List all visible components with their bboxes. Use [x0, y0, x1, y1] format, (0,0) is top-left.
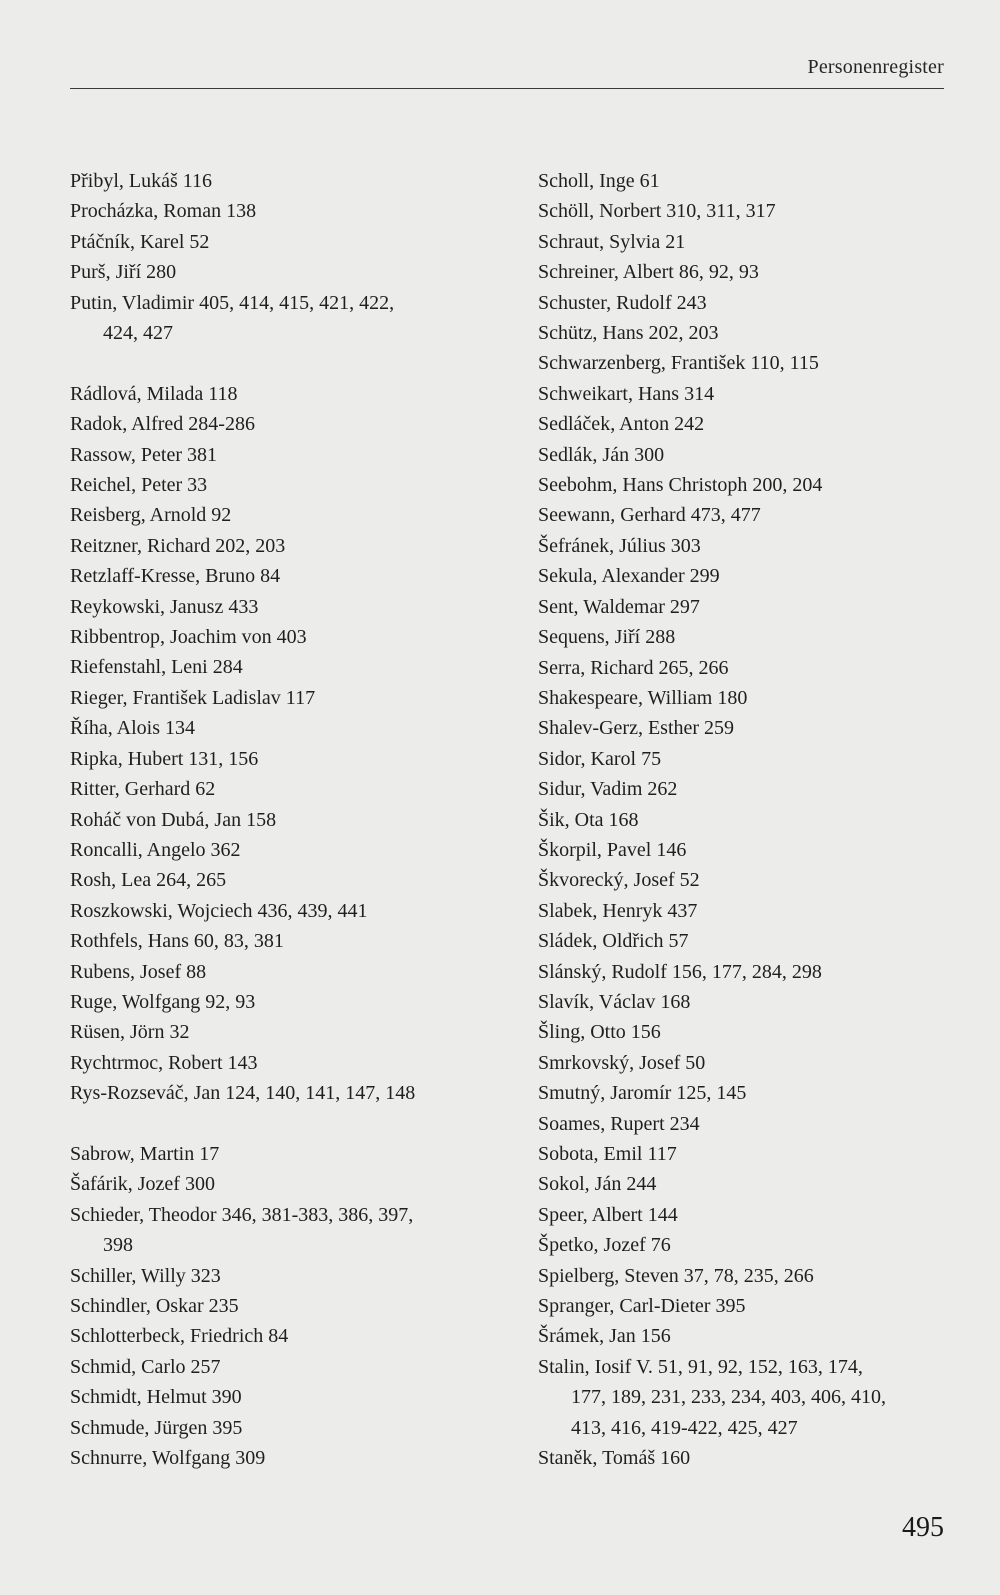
- index-entry: [538, 348, 968, 378]
- index-entry: [70, 926, 500, 956]
- index-entry-text: Rys-Rozseváč, Jan 124, 140, 141, 147, 148: [70, 1082, 416, 1105]
- index-entry-text: Soames, Rupert 234: [538, 1112, 700, 1135]
- index-entry-text: Rüsen, Jörn 32: [70, 1021, 190, 1044]
- index-entry: [70, 744, 500, 774]
- index-entry-text: Retzlaff-Kresse, Bruno 84: [70, 565, 281, 588]
- index-entry: [538, 1291, 968, 1321]
- index-entry: [538, 744, 968, 774]
- index-entry: [538, 1261, 968, 1291]
- index-entry-continuation: 424, 427: [103, 322, 173, 345]
- index-entry: [70, 1017, 500, 1047]
- index-entry-text: Škvorecký, Josef 52: [538, 869, 700, 892]
- index-entry: [70, 470, 500, 500]
- index-entry: [538, 379, 968, 409]
- index-entry: [70, 1382, 500, 1412]
- letter-group-gap: [70, 1109, 500, 1139]
- index-entry-text: Škorpil, Pavel 146: [538, 838, 687, 861]
- index-entry-text: Říha, Alois 134: [70, 717, 196, 740]
- index-entry-text: Schreiner, Albert 86, 92, 93: [538, 261, 759, 284]
- index-entry: [538, 318, 968, 348]
- index-entry: [70, 1200, 500, 1261]
- index-entry: [538, 1443, 968, 1473]
- index-entry-text: Slabek, Henryk 437: [538, 899, 698, 922]
- index-entry: [538, 1109, 968, 1139]
- index-entry-text: Schieder, Theodor 346, 381-383, 386, 397,: [70, 1203, 414, 1226]
- index-entry: [538, 531, 968, 561]
- index-entry: [70, 774, 500, 804]
- index-entry-text: Rychtrmoc, Robert 143: [70, 1051, 258, 1074]
- index-entry-text: Reitzner, Richard 202, 203: [70, 534, 286, 557]
- index-entry-continuation: 177, 189, 231, 233, 234, 403, 406, 410,: [571, 1386, 886, 1409]
- index-entry: [538, 805, 968, 835]
- index-entry-text: Schlotterbeck, Friedrich 84: [70, 1325, 289, 1348]
- index-entry: [538, 1230, 968, 1260]
- index-entry-text: Smrkovský, Josef 50: [538, 1051, 706, 1074]
- index-entry: [538, 440, 968, 470]
- index-entry: [70, 500, 500, 530]
- index-entry: [70, 835, 500, 865]
- index-entry: [538, 865, 968, 895]
- index-entry: [70, 379, 500, 409]
- index-entry-text: Roszkowski, Wojciech 436, 439, 441: [70, 899, 368, 922]
- index-entry: [70, 652, 500, 682]
- index-column-right: [538, 166, 968, 1473]
- index-entry-text: Schwarzenberg, František 110, 115: [538, 352, 819, 375]
- index-entry-text: Slavík, Václav 168: [538, 990, 691, 1013]
- index-entry: [538, 592, 968, 622]
- index-entry-text: Seewann, Gerhard 473, 477: [538, 504, 761, 527]
- index-entry-text: Seebohm, Hans Christoph 200, 204: [538, 474, 823, 497]
- index-entry-text: Ruge, Wolfgang 92, 93: [70, 990, 256, 1013]
- running-head: Personenregister: [807, 56, 944, 78]
- index-entry-text: Stalin, Iosif V. 51, 91, 92, 152, 163, 174,: [538, 1355, 863, 1378]
- index-entry-text: Sládek, Oldřich 57: [538, 930, 689, 953]
- index-entry-text: Schindler, Oskar 235: [70, 1295, 239, 1317]
- index-entry-text: Shalev-Gerz, Esther 259: [538, 717, 735, 740]
- index-entry-text: Roháč von Dubá, Jan 158: [70, 808, 277, 831]
- index-entry-text: Přibyl, Lukáš 116: [70, 170, 213, 192]
- index-entry-text: Rassow, Peter 381: [70, 443, 218, 466]
- index-entry-text: Staněk, Tomáš 160: [538, 1447, 691, 1470]
- index-entry-text: Špetko, Jozef 76: [538, 1234, 671, 1257]
- index-entry: [70, 1139, 500, 1169]
- index-entry-text: Schütz, Hans 202, 203: [538, 322, 719, 345]
- index-entry-text: Slánský, Rudolf 156, 177, 284, 298: [538, 960, 822, 983]
- index-entry-text: Smutný, Jaromír 125, 145: [538, 1082, 747, 1105]
- index-entry: [70, 805, 500, 835]
- index-entry-text: Reichel, Peter 33: [70, 474, 208, 497]
- index-entry: [70, 166, 500, 196]
- index-entry-text: Ritter, Gerhard 62: [70, 778, 216, 801]
- index-entry: [538, 987, 968, 1017]
- index-entry-text: Šrámek, Jan 156: [538, 1325, 671, 1348]
- index-entry: [70, 1321, 500, 1351]
- index-entry: [538, 774, 968, 804]
- index-entry-text: Rubens, Josef 88: [70, 960, 207, 983]
- index-entry: [70, 1291, 500, 1321]
- index-entry-text: Spielberg, Steven 37, 78, 235, 266: [538, 1264, 814, 1287]
- index-column-left: [70, 166, 500, 1473]
- index-entry: [538, 288, 968, 318]
- index-entry: [538, 896, 968, 926]
- index-entry: [538, 713, 968, 743]
- index-entry: [70, 409, 500, 439]
- index-entry-text: Schweikart, Hans 314: [538, 382, 715, 405]
- index-entry-text: Sequens, Jiří 288: [538, 626, 676, 649]
- index-entry: [70, 713, 500, 743]
- index-entry: [70, 987, 500, 1017]
- index-entry-text: Sedláček, Anton 242: [538, 413, 705, 436]
- index-entry-text: Schiller, Willy 323: [70, 1264, 221, 1287]
- index-entry: [538, 653, 968, 683]
- index-entry: [538, 500, 968, 530]
- index-entry-text: Šik, Ota 168: [538, 808, 639, 831]
- index-entry: [538, 1048, 968, 1078]
- index-entry: [70, 622, 500, 652]
- index-entry: [70, 865, 500, 895]
- index-entry-text: Speer, Albert 144: [538, 1203, 678, 1226]
- index-entry: [70, 288, 500, 349]
- index-entry: [70, 1048, 500, 1078]
- index-entry-text: Schmid, Carlo 257: [70, 1355, 221, 1378]
- index-entry-text: Ribbentrop, Joachim von 403: [70, 626, 307, 649]
- index-entry: [70, 257, 500, 287]
- index-entry-text: Reisberg, Arnold 92: [70, 504, 232, 527]
- index-entry: [70, 1261, 500, 1291]
- index-entry-continuation: 413, 416, 419-422, 425, 427: [571, 1416, 798, 1439]
- index-entry: [538, 227, 968, 257]
- index-entry: [70, 561, 500, 591]
- index-entry: [538, 1139, 968, 1169]
- index-entry: [70, 196, 500, 226]
- index-entry: [538, 561, 968, 591]
- index-entry: [70, 1413, 500, 1443]
- index-entry: [70, 531, 500, 561]
- index-entry: [70, 896, 500, 926]
- index-entry: [538, 1200, 968, 1230]
- index-entry: [538, 926, 968, 956]
- index-entry: [538, 1078, 968, 1108]
- index-entry-text: Shakespeare, William 180: [538, 686, 748, 709]
- page-number: 495: [902, 1512, 944, 1543]
- index-entry: [538, 1169, 968, 1199]
- index-entry-text: Schuster, Rudolf 243: [538, 291, 707, 314]
- index-entry: [538, 196, 968, 226]
- index-entry: [70, 1169, 500, 1199]
- index-entry-text: Šefránek, Július 303: [538, 534, 701, 557]
- index-entry-text: Sent, Waldemar 297: [538, 595, 700, 618]
- index-entry-text: Sokol, Ján 244: [538, 1173, 657, 1196]
- index-entry-text: Radok, Alfred 284-286: [70, 413, 255, 436]
- index-entry: [538, 470, 968, 500]
- index-entry-text: Rieger, František Ladislav 117: [70, 686, 316, 709]
- index-entry: [70, 227, 500, 257]
- index-entry-text: Procházka, Roman 138: [70, 200, 257, 223]
- index-entry-text: Reykowski, Janusz 433: [70, 595, 259, 618]
- index-entry-text: Sedlák, Ján 300: [538, 443, 665, 466]
- index-entry-text: Sabrow, Martin 17: [70, 1142, 220, 1165]
- index-entry-text: Sekula, Alexander 299: [538, 565, 720, 588]
- index-entry: [538, 409, 968, 439]
- index-entry-text: Rosh, Lea 264, 265: [70, 869, 227, 892]
- index-entry-text: Schraut, Sylvia 21: [538, 230, 686, 253]
- index-entry-text: Sobota, Emil 117: [538, 1143, 677, 1165]
- index-entry-text: Spranger, Carl-Dieter 395: [538, 1295, 746, 1318]
- index-entry: [70, 1078, 500, 1108]
- index-entry: [538, 957, 968, 987]
- index-entry-text: Sidor, Karol 75: [538, 747, 662, 770]
- index-entry-text: Ptáčník, Karel 52: [70, 230, 210, 253]
- index-entry-text: Riefenstahl, Leni 284: [70, 656, 243, 679]
- index-entry: [538, 1321, 968, 1351]
- index-entry-text: Šling, Otto 156: [538, 1021, 661, 1044]
- index-entry-text: Purš, Jiří 280: [70, 261, 177, 284]
- index-entry-text: Roncalli, Angelo 362: [70, 838, 241, 861]
- index-entry-continuation: 398: [103, 1234, 133, 1257]
- index-entry: [538, 257, 968, 287]
- index-entry-text: Schmidt, Helmut 390: [70, 1386, 242, 1409]
- index-entry-text: Rádlová, Milada 118: [70, 382, 238, 405]
- index-entry: [70, 957, 500, 987]
- index-entry: [538, 622, 968, 652]
- letter-group-gap: [70, 348, 500, 378]
- index-entry: [70, 592, 500, 622]
- index-entry: [70, 1352, 500, 1382]
- index-entry: [538, 835, 968, 865]
- index-entry: [538, 166, 968, 196]
- index-entry: [70, 1443, 500, 1473]
- index-entry-text: Sidur, Vadim 262: [538, 778, 678, 801]
- index-entry-text: Ripka, Hubert 131, 156: [70, 747, 259, 770]
- index-entry-text: Schnurre, Wolfgang 309: [70, 1447, 266, 1470]
- header-rule: [70, 88, 944, 89]
- index-entry-text: Schmude, Jürgen 395: [70, 1416, 243, 1439]
- index-entry-text: Scholl, Inge 61: [538, 170, 660, 192]
- index-entry: [70, 683, 500, 713]
- index-entry: [538, 1017, 968, 1047]
- index-entry: [538, 1352, 968, 1443]
- index-entry: [538, 683, 968, 713]
- index-entry: [70, 440, 500, 470]
- index-entry-text: Šafárik, Jozef 300: [70, 1173, 215, 1196]
- index-entry-text: Putin, Vladimir 405, 414, 415, 421, 422,: [70, 291, 395, 314]
- index-entry-text: Rothfels, Hans 60, 83, 381: [70, 930, 284, 953]
- index-entry-text: Schöll, Norbert 310, 311, 317: [538, 200, 776, 223]
- index-entry-text: Serra, Richard 265, 266: [538, 656, 729, 679]
